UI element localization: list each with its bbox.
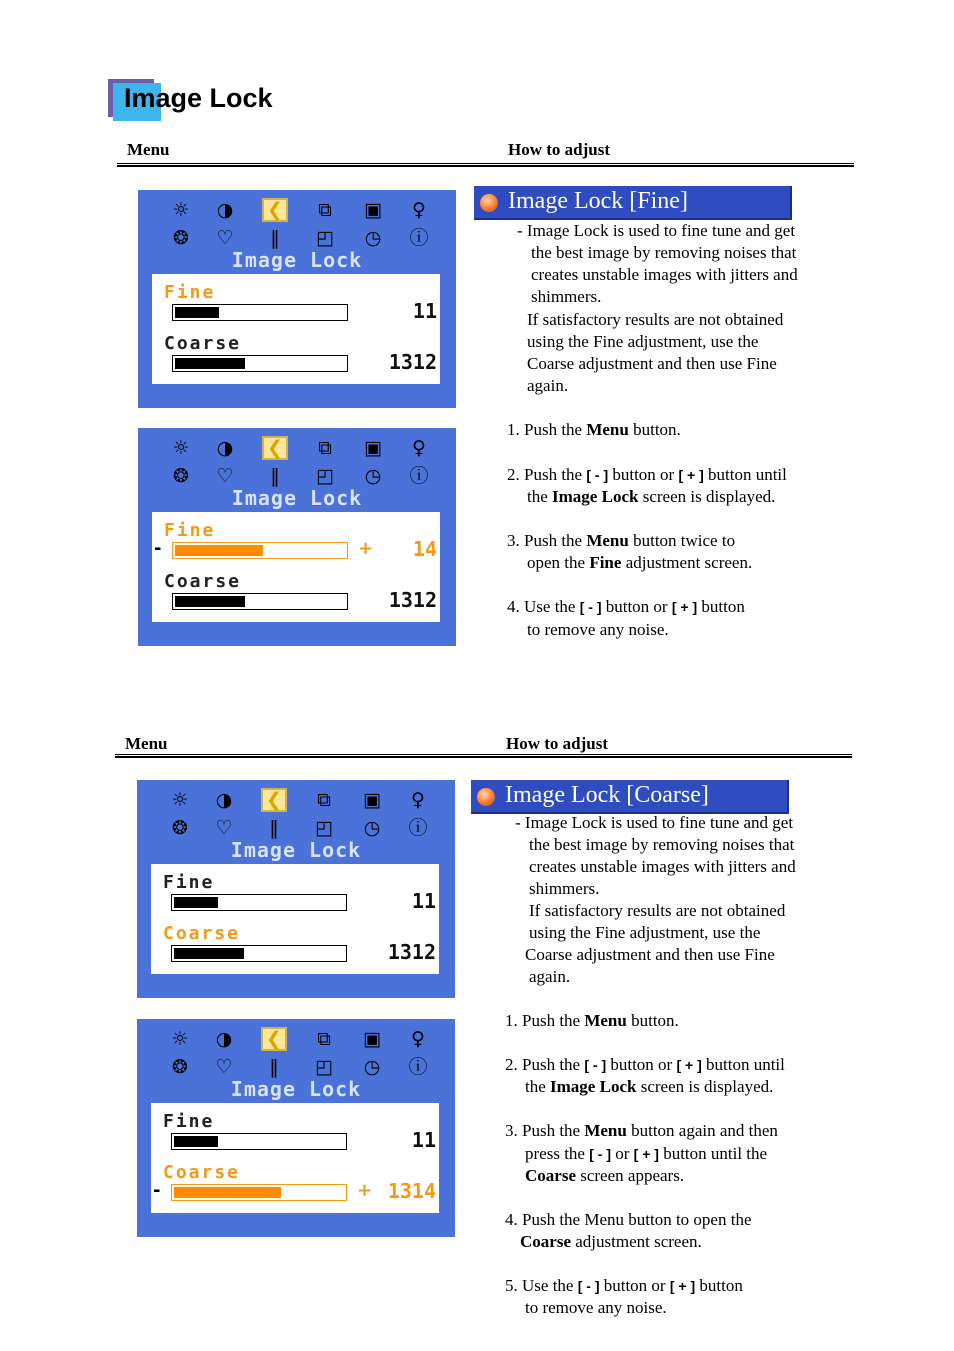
information-icon: ⓘ: [409, 226, 429, 249]
coarse-step-5-cont: to remove any noise.: [525, 1298, 667, 1317]
coarse-note-line: again.: [529, 967, 571, 986]
header-divider: [115, 754, 852, 758]
fine-step-4: 4. Use the [ - ] button or [ + ] button: [507, 597, 745, 616]
fine-description-line: shimmers.: [531, 287, 602, 306]
coarse-note-line: using the Fine adjustment, use the: [529, 923, 761, 942]
plus-button-glyph: [ + ]: [676, 1057, 702, 1073]
osd-coarse-value: 1312: [388, 350, 437, 374]
clock-icon: ◷: [364, 226, 382, 249]
video-icon: ▣: [364, 436, 382, 459]
osd-coarse-value: 1312: [388, 588, 437, 612]
color-temp-icon: ♀: [412, 436, 426, 459]
plus-button-glyph: [ + ]: [633, 1146, 659, 1162]
coarse-step-4-cont: Coarse adjustment screen.: [520, 1232, 702, 1251]
plus-button-glyph: [ + ]: [678, 467, 704, 483]
bullet-icon: [480, 194, 498, 212]
information-icon: ⓘ: [409, 464, 429, 487]
osd-coarse-label: Coarse: [164, 571, 242, 592]
image-lock-icon: ❮: [261, 788, 287, 812]
osd-title: Image Lock: [231, 486, 363, 510]
contrast-icon: ◑: [216, 198, 234, 221]
brightness-icon: ☼: [171, 788, 189, 811]
osd-coarse-value: 1314: [387, 1179, 436, 1203]
color-palette-icon: ❂: [173, 464, 189, 487]
header-divider: [117, 163, 854, 167]
osd-fine-value: 11: [412, 299, 437, 323]
coarse-step-2-cont: the Image Lock screen is displayed.: [525, 1077, 774, 1096]
minus-button-glyph: [ - ]: [584, 1057, 607, 1073]
position-icon: ⧉: [317, 1027, 331, 1050]
color-temp-icon: ♀: [411, 1027, 425, 1050]
osd-adjust-box: [151, 1103, 439, 1213]
osd-fine-value: 11: [411, 1128, 436, 1152]
fine-description-line: creates unstable images with jitters and: [531, 265, 798, 284]
page-title: Image Lock: [124, 83, 273, 113]
osd-coarse-label: Coarse: [163, 1162, 241, 1183]
fine-step-2-cont: the Image Lock screen is displayed.: [527, 487, 776, 506]
osd-coarse-value: 1312: [387, 940, 436, 964]
osd-fine-value: 14: [412, 537, 437, 561]
osd-fine-bar: [171, 894, 347, 911]
bullet-icon: [477, 788, 495, 806]
osd-fine-label: Fine: [163, 872, 215, 893]
clock-icon: ◷: [363, 816, 381, 839]
osd-icon-row: [159, 786, 431, 842]
osd-adjust-box: [152, 274, 440, 384]
osd-coarse-bar-fill: [175, 596, 245, 607]
video-icon: ▣: [363, 1027, 381, 1050]
fine-step-3-cont: open the Fine adjustment screen.: [527, 553, 753, 572]
contrast-icon: ◑: [215, 1027, 233, 1050]
osd-coarse-bar-fill: [174, 948, 244, 959]
position-icon: ⧉: [318, 436, 332, 459]
color-control-icon: ♡: [215, 1055, 233, 1078]
fine-note-line: If satisfactory results are not obtained: [527, 310, 784, 329]
osd-adjust-box: [151, 864, 439, 974]
coarse-section-title: Image Lock [Coarse]: [505, 782, 709, 808]
color-control-icon: ♡: [215, 816, 233, 839]
brightness-icon: ☼: [171, 1027, 189, 1050]
osd-fine-bar: [172, 304, 348, 321]
color-palette-icon: ❂: [172, 1055, 188, 1078]
plus-button-glyph: [ + ]: [669, 1278, 696, 1294]
contrast-icon: ◑: [215, 788, 233, 811]
window-icon: ◰: [315, 1055, 333, 1078]
color-temp-icon: ♀: [411, 788, 425, 811]
coarse-step-3-cont2: Coarse screen appears.: [525, 1166, 685, 1185]
osd-adjust-box: [152, 512, 440, 622]
coarse-step-4: 4. Push the Menu button to open the: [505, 1210, 752, 1229]
size-icon: ‖: [270, 464, 280, 487]
fine-section-title: Image Lock [Fine]: [508, 188, 688, 214]
window-icon: ◰: [316, 464, 334, 487]
osd-panel: [137, 1019, 455, 1237]
minus-button-glyph: [ - ]: [586, 467, 609, 483]
window-icon: ◰: [315, 816, 333, 839]
fine-note-line: Coarse adjustment and then use Fine: [527, 354, 777, 373]
coarse-step-5: 5. Use the [ - ] button or [ + ] button: [505, 1276, 743, 1295]
osd-icon-row: [160, 434, 432, 490]
coarse-note-line: Coarse adjustment and then use Fine: [525, 945, 775, 964]
color-palette-icon: ❂: [173, 226, 189, 249]
how-to-adjust-header: How to adjust: [508, 140, 611, 159]
menu-column-header: Menu: [127, 140, 170, 159]
window-icon: ◰: [316, 226, 334, 249]
video-icon: ▣: [364, 198, 382, 221]
information-icon: ⓘ: [408, 1055, 428, 1078]
osd-fine-label: Fine: [164, 282, 216, 303]
contrast-icon: ◑: [216, 436, 234, 459]
image-lock-icon: ❮: [262, 198, 288, 222]
image-lock-icon: ❮: [262, 436, 288, 460]
osd-panel: [138, 190, 456, 408]
clock-icon: ◷: [363, 1055, 381, 1078]
brightness-icon: ☼: [172, 198, 190, 221]
osd-fine-bar-fill: [174, 1136, 218, 1147]
coarse-description-line: creates unstable images with jitters and: [529, 857, 796, 876]
osd-title: Image Lock: [231, 248, 363, 272]
color-control-icon: ♡: [216, 226, 234, 249]
osd-icon-row: [159, 1025, 431, 1081]
fine-note-line: again.: [527, 376, 569, 395]
osd-panel: [137, 780, 455, 998]
menu-column-header: Menu: [125, 734, 168, 753]
osd-fine-bar-fill: [175, 307, 219, 318]
coarse-description-line: the best image by removing noises that: [529, 835, 795, 854]
minus-button-glyph: [ - ]: [577, 1278, 600, 1294]
brightness-icon: ☼: [172, 436, 190, 459]
osd-fine-bar-fill: [175, 545, 263, 556]
minus-button-glyph: [ - ]: [579, 599, 602, 615]
osd-minus-indicator: -: [153, 1180, 161, 1201]
osd-coarse-bar: [171, 945, 347, 962]
coarse-description-line: shimmers.: [529, 879, 600, 898]
fine-note-line: using the Fine adjustment, use the: [527, 332, 759, 351]
fine-step-2: 2. Push the [ - ] button or [ + ] button until: [507, 465, 787, 484]
osd-panel: [138, 428, 456, 646]
fine-step-4-cont: to remove any noise.: [527, 620, 669, 639]
osd-plus-indicator: +: [358, 538, 374, 559]
image-lock-icon: ❮: [261, 1027, 287, 1051]
color-temp-icon: ♀: [412, 198, 426, 221]
osd-coarse-bar: [172, 593, 348, 610]
minus-button-glyph: [ - ]: [589, 1146, 611, 1162]
osd-coarse-label: Coarse: [164, 333, 242, 354]
fine-step-1: 1. Push the Menu button.: [507, 420, 681, 439]
coarse-description-line: - Image Lock is used to fine tune and get: [515, 813, 794, 832]
osd-fine-label: Fine: [164, 520, 216, 541]
osd-plus-indicator: +: [357, 1180, 373, 1201]
osd-fine-label: Fine: [163, 1111, 215, 1132]
coarse-step-1: 1. Push the Menu button.: [505, 1011, 679, 1030]
coarse-step-2: 2. Push the [ - ] button or [ + ] button until: [505, 1055, 785, 1074]
fine-description-line: the best image by removing noises that: [531, 243, 797, 262]
position-icon: ⧉: [318, 198, 332, 221]
video-icon: ▣: [363, 788, 381, 811]
fine-section-heading: [474, 186, 792, 220]
coarse-section-heading: [471, 780, 789, 814]
size-icon: ‖: [269, 816, 279, 839]
osd-coarse-label: Coarse: [163, 923, 241, 944]
osd-fine-value: 11: [411, 889, 436, 913]
size-icon: ‖: [270, 226, 280, 249]
osd-fine-bar: [172, 542, 348, 559]
osd-coarse-bar-fill: [175, 358, 245, 369]
plus-button-glyph: [ + ]: [671, 599, 698, 615]
osd-coarse-bar: [171, 1184, 347, 1201]
osd-coarse-bar-fill: [174, 1187, 281, 1198]
how-to-adjust-header: How to adjust: [506, 734, 609, 753]
osd-icon-row: [160, 196, 432, 252]
osd-title: Image Lock: [230, 838, 362, 862]
coarse-step-3-cont: press the [ - ] or [ + ] button until the: [525, 1144, 768, 1163]
clock-icon: ◷: [364, 464, 382, 487]
coarse-step-3: 3. Push the Menu button again and then: [505, 1121, 778, 1140]
osd-fine-bar: [171, 1133, 347, 1150]
color-control-icon: ♡: [216, 464, 234, 487]
coarse-note-line: If satisfactory results are not obtained: [529, 901, 786, 920]
osd-minus-indicator: -: [154, 538, 162, 559]
fine-description-line: - Image Lock is used to fine tune and get: [517, 221, 796, 240]
osd-title: Image Lock: [230, 1077, 362, 1101]
osd-fine-bar-fill: [174, 897, 218, 908]
color-palette-icon: ❂: [172, 816, 188, 839]
size-icon: ‖: [269, 1055, 279, 1078]
information-icon: ⓘ: [408, 816, 428, 839]
position-icon: ⧉: [317, 788, 331, 811]
osd-coarse-bar: [172, 355, 348, 372]
fine-step-3: 3. Push the Menu button twice to: [507, 531, 736, 550]
